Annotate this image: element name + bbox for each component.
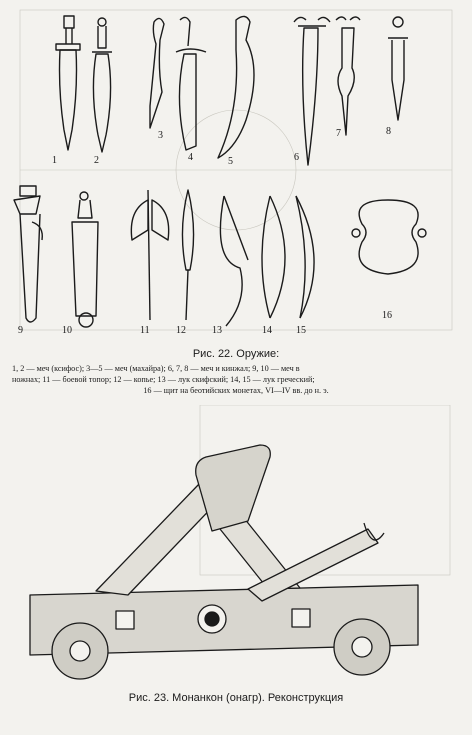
figure-number: 10	[62, 325, 72, 336]
caption-line: ножнах; 11 — боевой топор; 12 — копье; 13 — лук скифский; 14, 15 — лук греческий;	[12, 375, 315, 384]
figure-number: 11	[140, 325, 150, 336]
figure-number: 12	[176, 325, 186, 336]
figure-number: 1	[52, 155, 57, 166]
bow-14-icon	[262, 196, 285, 318]
onager-wheel-icon	[334, 619, 390, 675]
sword-1-icon	[56, 16, 80, 150]
onager-wheel-icon	[52, 623, 108, 679]
sword-6-icon	[294, 17, 330, 165]
onager-arm	[196, 445, 271, 531]
caption-line: 16 — щит на беотийских монетах, VI—IV вв. до н. э.	[143, 386, 329, 395]
sword-5-icon	[218, 16, 254, 158]
figure-number: 13	[212, 325, 222, 336]
bow-15-icon	[296, 196, 314, 318]
bow-13-icon	[220, 196, 248, 326]
caption-line: 1, 2 — меч (ксифос); 3—5 — меч (махайра); 6, 7, 8 — меч и кинжал; 9, 10 — меч в	[12, 364, 300, 373]
dagger-7-icon	[336, 17, 360, 135]
boeotian-shield-16-icon	[352, 200, 426, 274]
battle-axe-11-icon	[131, 190, 168, 320]
dagger-8-icon	[388, 17, 408, 120]
figure-number: 16	[382, 310, 392, 321]
figure-number: 6	[294, 152, 299, 163]
scabbard-9-icon	[14, 186, 42, 322]
figure-number: 8	[386, 126, 391, 137]
figure-23-title: Рис. 23. Монанкон (онагр). Реконструкция	[128, 692, 344, 704]
figure-number: 9	[18, 325, 23, 336]
figure-22-weapons-illustration	[0, 0, 472, 345]
sword-2-icon	[92, 18, 112, 152]
figure-22-caption	[12, 363, 460, 396]
sword-3-icon	[150, 18, 164, 128]
figure-number: 5	[228, 156, 233, 167]
figure-number: 4	[188, 152, 193, 163]
figure-23-onager-illustration	[0, 405, 472, 690]
onager-bolt	[292, 609, 310, 627]
figure-number: 7	[336, 128, 341, 139]
scabbard-10-icon	[72, 192, 98, 327]
spear-12-icon	[182, 190, 193, 320]
figure-number: 14	[262, 325, 272, 336]
figure-number: 3	[158, 130, 163, 141]
figure-number: 2	[94, 155, 99, 166]
figure-22-title: Рис. 22. Оружие:	[192, 348, 280, 360]
figure-number: 15	[296, 325, 306, 336]
onager-bolt	[116, 611, 134, 629]
